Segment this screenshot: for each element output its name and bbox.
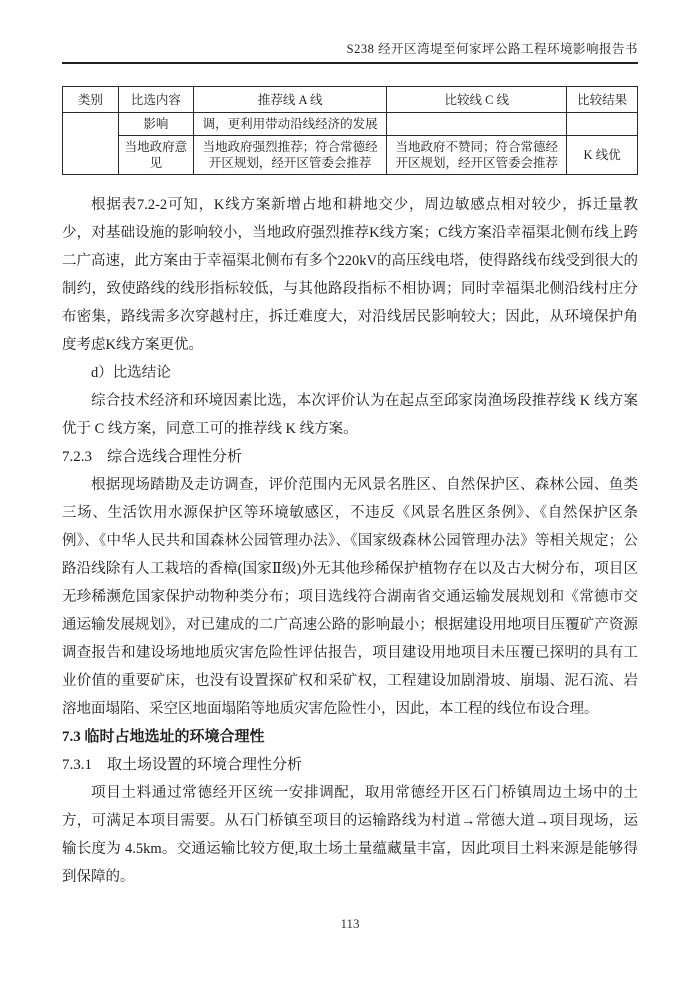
paragraph-conclusion: 综合技术经济和环境因素比选，本次评价认为在起点至邱家岗渔场段推荐线 K 线方案优于 C 线方案，同意工可的推荐线 K 线方案。 [62, 393, 638, 437]
table-row [63, 113, 638, 136]
column-header-line-c: 比较线 C 线 [387, 87, 567, 113]
table-row [63, 136, 638, 175]
cell-result [567, 113, 638, 136]
column-header-category: 类别 [63, 87, 119, 113]
cell-line-a: 当地政府强烈推荐；符合常德经开区规划，经开区管委会推荐 [194, 136, 387, 175]
document-body [62, 191, 638, 891]
column-header-result: 比较结果 [567, 87, 638, 113]
table-header-row [63, 87, 638, 113]
paragraph-route-comparison: 根据表7.2-2可知，K线方案新增占地和耕地交少，周边敏感点相对较少，拆迁量教少，对基础设施的影响较小，当地政府强烈推荐K线方案；C线方案沿幸福渠北侧布线上跨二广高速，此方案由于幸福渠北侧布有多个220kV的高压线电塔，使得路线布线受到很大的制约，致使路线的线形指标较低，与其他路段指标不相协调；同时幸福渠北侧沿线村庄分布密集，路线需多次穿越村庄，拆迁难度大，对沿线居民影响较大；因此，从环境保护角度考虑K线方案更优。 [62, 197, 638, 353]
cell-line-c: 当地政府不赞同；符合常德经开区规划，经开区管委会推荐 [387, 136, 567, 175]
section-heading-7-2-3: 7.2.3 综合选线合理性分析 [62, 449, 243, 465]
cell-line-a: 调，更利用带动沿线经济的发展 [194, 113, 387, 136]
section-heading-7-3: 7.3 临时占地选址的环境合理性 [62, 729, 265, 745]
section-heading-7-3-1: 7.3.1 取土场设置的环境合理性分析 [62, 757, 303, 773]
column-header-line-a: 推荐线 A 线 [194, 87, 387, 113]
running-header: S238 经开区湾堤至何家坪公路工程环境影响报告书 [62, 0, 638, 64]
cell-item: 当地政府意见 [118, 136, 193, 175]
paragraph-route-rationality: 根据现场踏勘及走访调查，评价范围内无风景名胜区、自然保护区、森林公园、鱼类三场、生活饮用水源保护区等环境敏感区，不违反《风景名胜区条例》、《自然保护区条例》、《中华人民共和国森林公园管理办法》、《国家级森林公园管理办法》等相关规定；公路沿线除有人工栽培的香樟(国家Ⅱ级)外无其他珍稀保护植物存在以及古大树分布，项目区无珍稀濒危国家保护动物种类分布；项目选线符合湖南省交通运输发展规划和《常德市交通运输发展规划》，对已建成的二广高速公路的影响最小；根据建设用地项目压覆矿产资源调查报告和建设场地地质灾害危险性评估报告，项目建设用地项目未压覆已探明的具有工业价值的重要矿床，也没有设置探矿权和采矿权，工程建设加剧滑坡、崩塌、泥石流、岩溶地面塌陷、采空区地面塌陷等地质灾害危险性小，因此，本工程的线位布设合理。 [62, 477, 638, 717]
column-header-item: 比选内容 [118, 87, 193, 113]
cell-result: K 线优 [567, 136, 638, 175]
list-item-d-conclusion: d）比选结论 [91, 365, 171, 381]
paragraph-borrow-pit: 项目土料通过常德经开区统一安排调配，取用常德经开区石门桥镇周边土场中的土方，可满足本项目需要。从石门桥镇至项目的运输路线为村道→常德大道→项目现场，运输长度为 4.5km。交通运输比较方便,取土场土量蕴藏量丰富，因此项目土料来源是能够得到保障的。 [62, 785, 638, 885]
cell-item: 影响 [118, 113, 193, 136]
page-number: 113 [340, 916, 360, 931]
cell-line-c [387, 113, 567, 136]
cell-category-merged [63, 113, 119, 175]
route-comparison-table [62, 86, 638, 175]
